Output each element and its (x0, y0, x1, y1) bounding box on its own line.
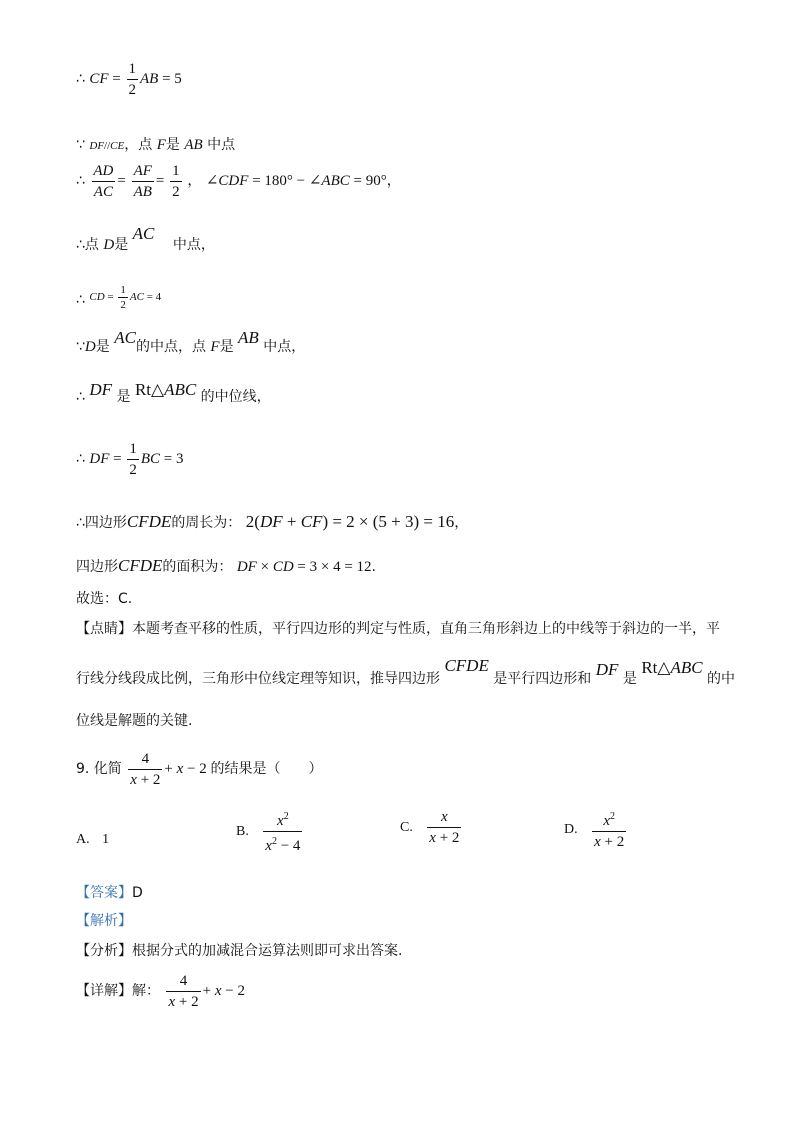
expr-df-parallel-ce: DF//CE (89, 140, 125, 152)
text-midpoint-point: 的中点，点 (135, 339, 206, 355)
period: . (371, 559, 376, 575)
var-ab: AB (184, 137, 203, 153)
option-d[interactable] (564, 808, 628, 851)
question-9 (76, 750, 323, 789)
var-df: DF (89, 380, 113, 399)
tag-comment: 【点睛】 (76, 621, 132, 637)
fenxi-line (76, 940, 402, 960)
triangle-rt-abc: Rt△ABC (134, 380, 197, 399)
triangle-rt-abc: Rt△ABC (641, 658, 703, 677)
comment-line-3: 位线是解题的关键. (76, 713, 193, 729)
question-tail: 的结果是（ ） (210, 760, 323, 777)
var-ac: AC (114, 328, 136, 347)
line-choice: 故选：C. (76, 591, 133, 607)
text-midpoint: 中点， (172, 237, 215, 253)
option-b-value: $\frac{x^2}{x^2 - 4}$ (265, 811, 301, 854)
var-cfde: CFDE (118, 556, 163, 575)
comma: ， (386, 172, 401, 189)
comment-text-2b: 是平行四边形和 (493, 671, 592, 687)
answer-line (76, 882, 143, 902)
line-df-parallel (76, 134, 235, 154)
option-c-value: $\frac{x}{x + 2}$ (429, 809, 460, 846)
comment-line-2 (76, 656, 736, 688)
therefore-symbol: ∴ (76, 172, 85, 189)
detail-text: 解： (132, 982, 160, 999)
var-ac: AC (132, 224, 155, 243)
comment-text-2d: 的中 (707, 671, 736, 687)
var-cfde: CFDE (444, 656, 489, 675)
comment-line-1 (76, 618, 720, 638)
option-b[interactable] (236, 808, 304, 855)
option-d-value: $\frac{x^2}{x + 2}$ (594, 811, 625, 850)
option-a[interactable] (76, 832, 117, 848)
equation-ratio: $\frac{AD}{AC}$ = $\frac{AF}{AB}$ = $\frac{1}{2}$ (93, 163, 180, 200)
tag-fenxi: 【分析】 (76, 943, 132, 959)
question-number: 9. 化简 (76, 760, 122, 777)
option-a-label: A. (76, 832, 90, 847)
comment-text-2c: 是 (622, 671, 637, 687)
comma: ， (187, 172, 202, 189)
tag-detail: 【详解】 (76, 982, 132, 999)
equation-cd: CD = 1 2 AC = 4 (89, 284, 162, 311)
because-symbol: ∵ (76, 137, 85, 153)
line-ratio (76, 162, 401, 201)
equation-perimeter: 2(DF + CF) = 2 × (5 + 3) = 16 (245, 512, 455, 531)
line-df (76, 440, 183, 479)
therefore-symbol: ∴ (76, 450, 85, 467)
question-expression: $\frac{4}{x + 2}$ + x − 2 (130, 751, 207, 788)
therefore-symbol: ∴ (76, 389, 85, 405)
text-therefore-point: ∴点 (76, 237, 99, 253)
text-is: 是 (95, 339, 110, 355)
text-is: 是 (116, 389, 131, 405)
text-quadrilateral: 四边形 (76, 559, 118, 575)
line-cd (76, 284, 162, 315)
text-median-line: 的中位线， (200, 389, 271, 405)
var-df: DF (595, 660, 619, 679)
line-perimeter (76, 512, 468, 532)
therefore-symbol: ∴ (76, 292, 85, 309)
var-d: D (103, 237, 115, 253)
line-median (76, 380, 271, 406)
text-area: 的面积为： (162, 559, 233, 575)
option-d-label: D. (564, 821, 578, 837)
analysis-tag-line: 【解析】 (76, 913, 132, 929)
text-perimeter: 的周长为： (171, 515, 242, 531)
line-cf (76, 60, 182, 99)
text-is: 是 (114, 237, 129, 253)
comment-text-2a: 行线分线段成比例，三角形中位线定理等知识，推导四边形 (76, 671, 440, 687)
tag-answer: 【答案】 (76, 885, 132, 901)
equation-cf: CF = $\frac{1}{2}$ AB = 5 (89, 61, 182, 98)
var-ab: AB (238, 328, 259, 347)
text-is: 是 (219, 339, 234, 355)
option-c-label: C. (400, 819, 413, 835)
line-area (76, 556, 376, 576)
answer-value: D (132, 885, 143, 901)
comma: ， (454, 515, 469, 531)
line-midpoints (76, 328, 306, 356)
text-midpoint: 中点， (263, 339, 306, 355)
text-point: ，点 (124, 137, 153, 153)
text-is: 是 (165, 137, 180, 153)
option-b-label: B. (236, 823, 249, 839)
because-symbol: ∵ (76, 339, 85, 355)
text-midpoint: 中点 (207, 137, 236, 153)
text-quadrilateral: ∴四边形 (76, 515, 127, 531)
equation-angle: ∠CDF = 180° − ∠ABC = 90° (205, 172, 387, 189)
therefore-symbol: ∴ (76, 70, 85, 87)
var-f: F (210, 339, 220, 355)
comment-text-1: 本题考查平移的性质，平行四边形的判定与性质，直角三角形斜边上的中线等于斜边的一半，平 (132, 621, 720, 637)
equation-area: DF × CD = 3 × 4 = 12 (236, 559, 372, 575)
option-c[interactable] (400, 808, 463, 847)
detail-line (76, 972, 245, 1011)
equation-df: DF = $\frac{1}{2}$ BC = 3 (89, 441, 184, 478)
option-a-value: 1 (102, 832, 110, 847)
fenxi-text: 根据分式的加减混合运算法则即可求出答案. (132, 943, 403, 959)
var-f: F (156, 137, 166, 153)
var-d: D (84, 339, 96, 355)
detail-expression: $\frac{4}{x + 2}$ + x − 2 (168, 973, 245, 1010)
line-d-midpoint (76, 224, 215, 254)
var-cfde: CFDE (126, 512, 172, 531)
